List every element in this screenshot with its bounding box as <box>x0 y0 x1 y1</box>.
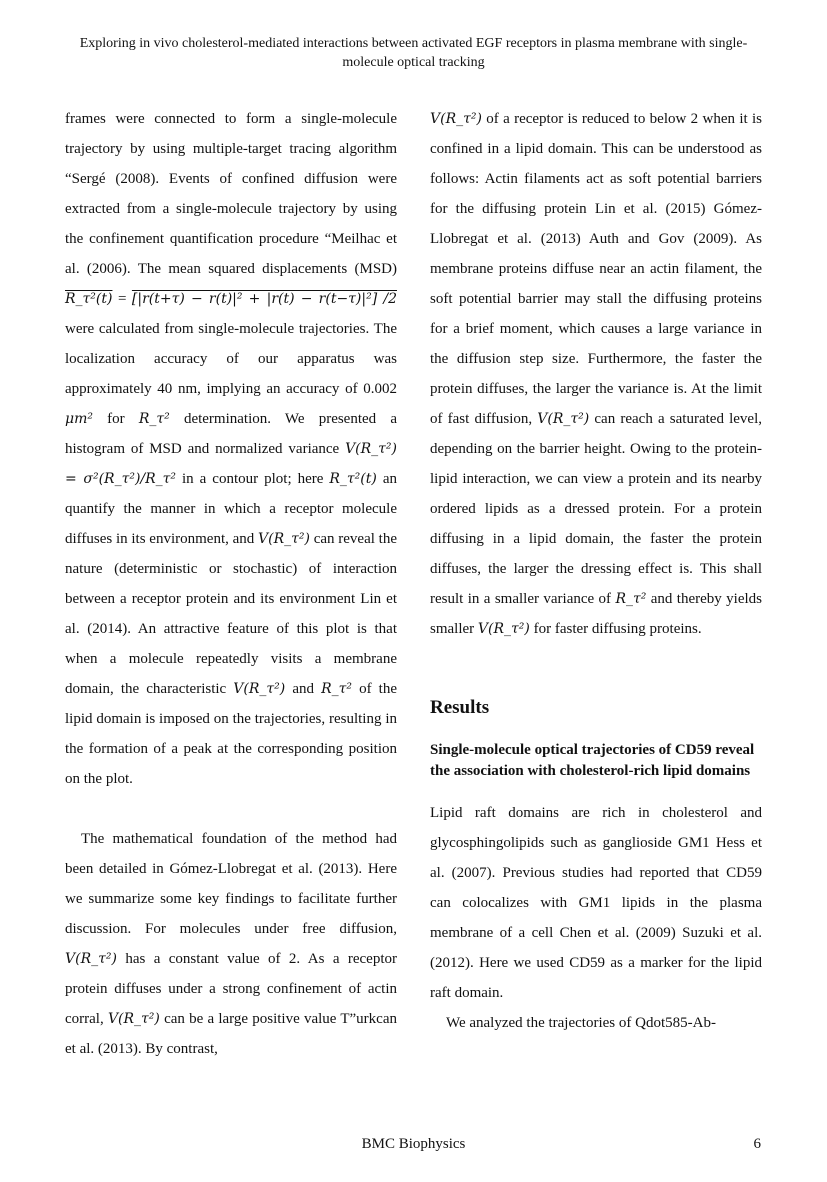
text-run: and thereby yields smaller <box>430 591 763 637</box>
text-run: of a receptor is reduced to below 2 when it is confined in a lipid domain. This can be understood as follows: Actin filaments act as soft potential barriers for the diffusing protein Lin et al. (2015) Gómez-Llobregat et al. (2013) Auth and Gov (2009). As membrane proteins diffuse near an actin filament, the soft potential barrier may stall the diffusing proteins for a brief moment, which causes a large variance in the diffusion step size. Furthermore, the faster the protein diffuses, the larger the variance is. At the limit of fast diffusion, <box>430 111 762 427</box>
page-number: 6 <box>753 1136 761 1152</box>
math-variance: V(R_τ²) <box>233 681 286 697</box>
text-run: can be a large positive value T”urkcan et al. (2013). By contrast, <box>65 1011 397 1057</box>
text-run: for faster diffusing proteins. <box>529 621 702 637</box>
right-column <box>430 104 762 1038</box>
math-msd-formula: [|r(t+τ) − r(t)|² + |r(t) − r(t−τ)|²] /2 <box>131 291 397 307</box>
text-run: in a contour plot; here <box>176 471 330 487</box>
section-heading: Results <box>430 697 490 718</box>
subsection-heading: Single-molecule optical trajectories of CD59 reveal the association with cholesterol-rich lipid domains <box>430 742 755 779</box>
text-run: can reveal the nature (deterministic or stochastic) of interaction between a receptor protein and its environment Lin et al. (2014). An attractive feature of this plot is that when a molecule repeatedly visits a membrane domain, the characteristic <box>65 531 397 697</box>
text-run: determination. We presented a histogram of MSD and normalized variance <box>65 411 398 457</box>
left-column <box>65 104 397 1064</box>
body-paragraph <box>430 104 762 644</box>
body-paragraph <box>65 824 397 1064</box>
math-variance: V(R_τ²) <box>537 411 590 427</box>
text-run: an quantify the manner in which a receptor molecule diffuses in its environment, and <box>65 471 397 547</box>
text-run: has a constant value of 2. As a receptor protein diffuses under a strong confinement of actin corral, <box>65 951 397 1027</box>
math-msd: R_τ²(t) <box>65 291 113 307</box>
math-unit: μm² <box>65 411 93 427</box>
math-r2: R_τ² <box>138 411 170 427</box>
math-msd: R_τ²(t) <box>329 471 377 487</box>
text-run: and <box>285 681 322 697</box>
text-run: of the lipid domain is imposed on the trajectories, resulting in the formation of a peak at the corresponding position on the plot. <box>65 681 397 787</box>
math-variance: V(R_τ²) <box>107 1011 160 1027</box>
journal-name: BMC Biophysics <box>361 1136 466 1152</box>
text-run: = <box>112 291 132 307</box>
body-paragraph: Lipid raft domains are rich in cholesterol and glycosphingolipids such as ganglioside GM1 Hess et al. (2007). Previous studies had reported that CD59 can colocalizes with GM1 lipids in the plasma membrane of a cell Chen et al. (2009) Suzuki et al. (2012). Here we used CD59 as a marker for the lipid raft domain. <box>430 805 762 1001</box>
math-variance-def: V(R_τ²) = σ²(R_τ²)/R_τ² <box>65 441 397 487</box>
math-r2: R_τ² <box>615 591 647 607</box>
running-header: Exploring in vivo cholesterol-mediated interactions between activated EGF receptors in plasma membrane with single-molecule optical tracking <box>79 36 748 70</box>
math-variance: V(R_τ²) <box>258 531 310 547</box>
body-paragraph <box>65 104 397 794</box>
text-run: The mathematical foundation of the method had been detailed in Gómez-Llobregat et al. (2013). Here we summarize some key findings to facilitate further discussion. For molecules under free diffusion, <box>65 831 397 937</box>
math-variance: V(R_τ²) <box>430 111 482 127</box>
math-r2: R_τ² <box>321 681 352 697</box>
math-variance: V(R_τ²) <box>477 621 530 637</box>
text-run: were calculated from single-molecule trajectories. The localization accuracy of our apparatus was approximately 40 nm, implying an accuracy of 0.002 <box>65 321 397 397</box>
text-run: for <box>93 411 139 427</box>
body-paragraph: We analyzed the trajectories of Qdot585-Ab- <box>446 1015 716 1031</box>
math-variance: V(R_τ²) <box>65 951 117 967</box>
text-run: frames were connected to form a single-molecule trajectory by using multiple-target tracing algorithm “Sergé (2008). Events of confined diffusion were extracted from a single-molecule trajectory by using the confinement quantification procedure “Meilhac et al. (2006). The mean squared displacements (MSD) <box>65 111 397 277</box>
text-run: can reach a saturated level, depending on the barrier height. Owing to the protein-lipid interaction, we can view a protein and its nearby ordered lipids as a dressed protein. For a protein diffusing in a lipid domain, the faster the protein diffuses, the larger the dressing effect is. This shall result in a smaller variance of <box>430 411 763 607</box>
